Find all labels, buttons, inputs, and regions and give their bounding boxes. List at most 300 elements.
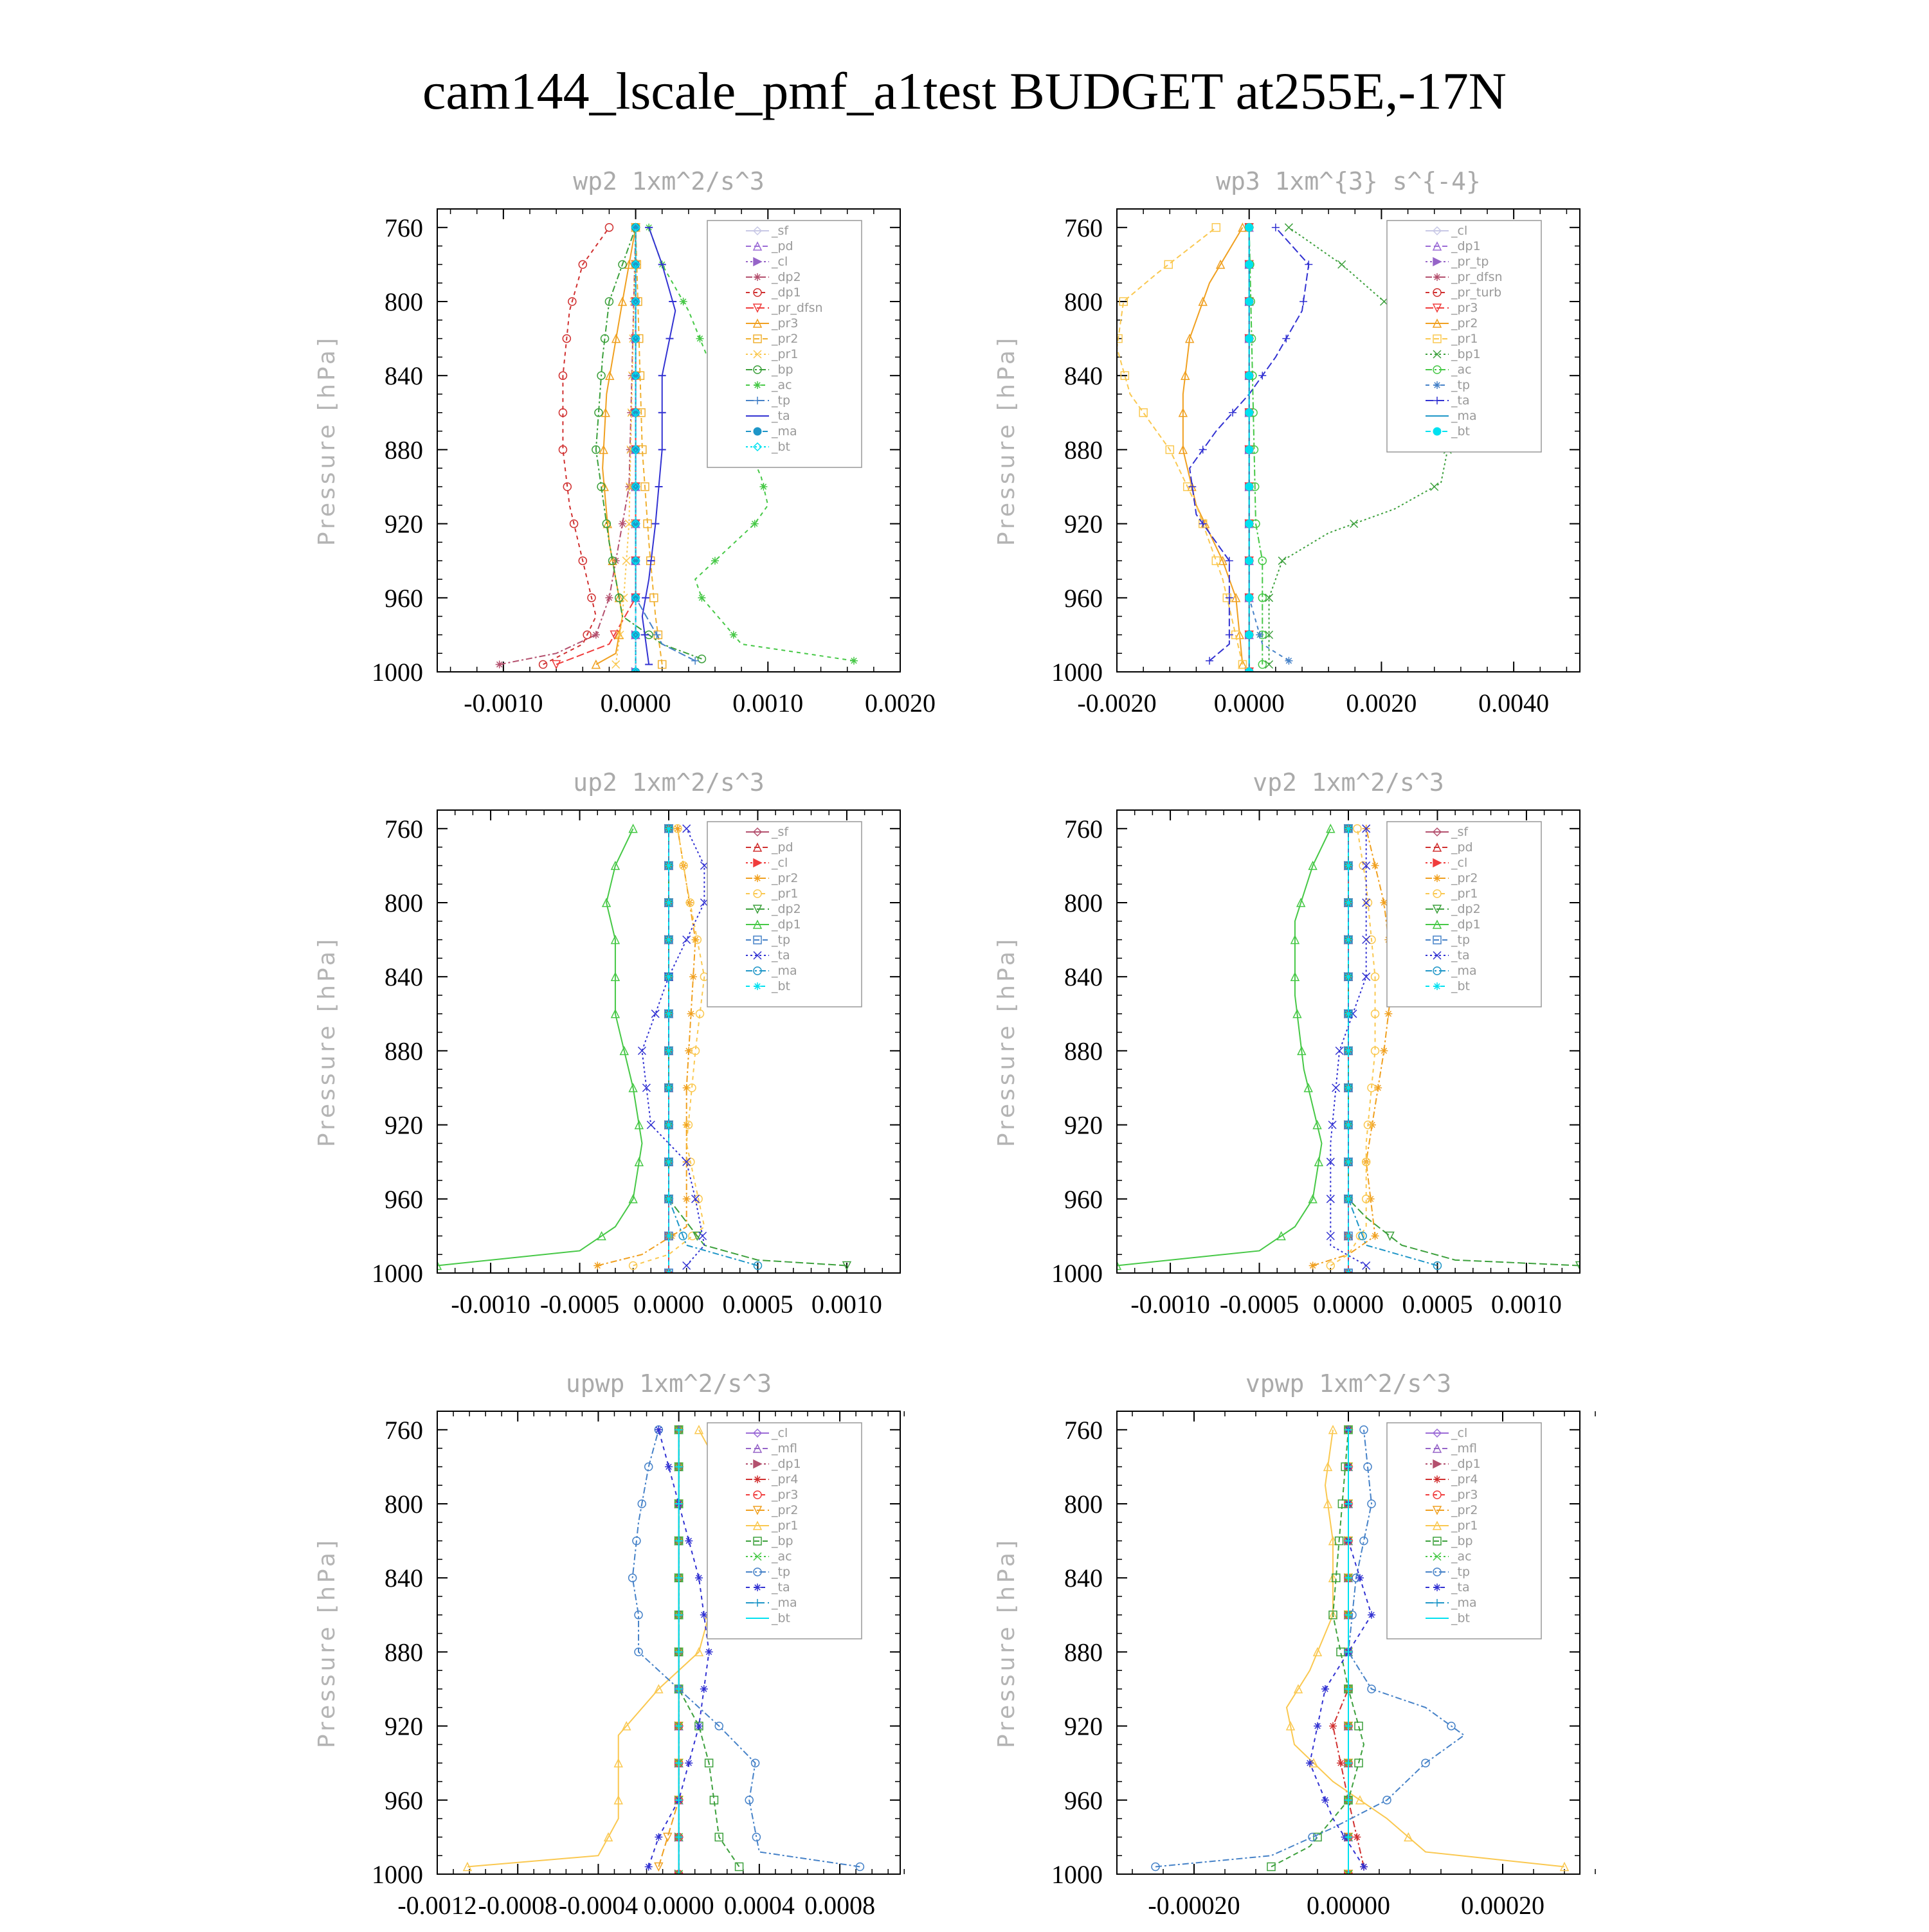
legend-entry: _mfl — [772, 1441, 797, 1456]
data-point-10-5 — [1368, 1611, 1375, 1619]
data-point-8-3 — [1363, 936, 1370, 944]
y-tick-label: 920 — [385, 1711, 423, 1741]
data-point-10-4 — [695, 1574, 703, 1582]
series-line-ta — [642, 228, 675, 665]
data-point-7-8 — [1355, 1722, 1363, 1730]
data-point-legend-3 — [754, 1476, 761, 1483]
legend-entry: _cl — [1451, 856, 1468, 870]
legend-entry: _dp1 — [772, 917, 801, 932]
y-tick-label: 880 — [385, 1036, 423, 1066]
data-point-3-8 — [1329, 1722, 1337, 1730]
x-tick-label: -0.0004 — [558, 1891, 638, 1920]
x-tick-label: -0.00020 — [1148, 1891, 1240, 1920]
legend-entry: _pr2 — [1451, 871, 1478, 885]
y-tick-label: 840 — [1064, 962, 1103, 992]
data-point-13-10 — [1245, 594, 1253, 602]
y-tick-label: 880 — [1064, 435, 1103, 465]
legend-entry: _pr3 — [1451, 1488, 1478, 1502]
data-point-13-2 — [1245, 298, 1253, 305]
legend-entry: _cl — [1451, 224, 1468, 238]
data-point-8-12 — [612, 660, 620, 668]
legend-entry: _pd — [1451, 840, 1473, 854]
legend-entry: _pr1 — [772, 347, 799, 361]
y-tick-label: 960 — [385, 583, 423, 613]
x-tick-label: -0.0010 — [1130, 1290, 1210, 1319]
data-point-8-6 — [1336, 1047, 1343, 1054]
plot-panel-2 — [993, 167, 1580, 718]
data-point-legend-13 — [754, 428, 761, 435]
legend-entry: _pr3 — [772, 316, 799, 330]
data-point-10-5 — [665, 1010, 673, 1018]
data-point-10-3 — [696, 335, 703, 343]
legend-entry: _ma — [1451, 964, 1477, 978]
data-point-10-5 — [700, 1611, 708, 1619]
data-point-5-11 — [664, 1833, 671, 1841]
x-tick-label: 0.0020 — [1346, 689, 1417, 718]
legend-entry: _dp2 — [772, 902, 801, 916]
data-point-legend-3 — [754, 273, 761, 281]
legend-entry: _ac — [1451, 1549, 1472, 1564]
data-point-legend-10 — [754, 1584, 761, 1591]
data-point-10-8 — [1345, 1121, 1352, 1129]
y-tick-label: 920 — [1064, 509, 1103, 539]
data-point-10-12 — [1285, 657, 1292, 665]
legend-entry: _ma — [1451, 1596, 1477, 1610]
x-tick-label: -0.0008 — [478, 1891, 557, 1920]
y-tick-label: 840 — [1064, 1564, 1103, 1593]
data-point-10-8 — [751, 520, 759, 528]
x-tick-label: 0.0008 — [804, 1891, 876, 1920]
data-point-legend-3 — [1433, 1476, 1441, 1483]
legend-entry: _bt — [1451, 1611, 1471, 1625]
data-point-8-2 — [1363, 899, 1370, 907]
data-point-13-0 — [1245, 224, 1253, 231]
legend-entry: _pr3 — [1451, 301, 1478, 315]
y-tick-label: 880 — [385, 1638, 423, 1667]
x-tick-label: -0.0010 — [451, 1290, 530, 1319]
plot-panel-5 — [314, 1369, 904, 1920]
legend-entry: _pr4 — [1451, 1472, 1478, 1486]
y-tick-label: 840 — [385, 1564, 423, 1593]
data-point-8-0 — [1285, 224, 1292, 231]
legend-entry: _cl — [1451, 1426, 1468, 1440]
legend-entry: _bp — [772, 363, 793, 377]
legend-entry: _sf — [772, 825, 789, 839]
data-point-13-9 — [1245, 557, 1253, 564]
legend-entry: _bt — [1451, 979, 1471, 993]
data-point-10-3 — [685, 1537, 693, 1545]
data-point-10-3 — [665, 936, 673, 944]
data-point-8-8 — [647, 1121, 655, 1129]
data-point-10-6 — [665, 1047, 673, 1054]
data-point-10-3 — [1345, 936, 1352, 944]
legend — [1387, 1423, 1541, 1639]
data-point-13-1 — [1245, 260, 1253, 268]
data-point-10-11 — [665, 1232, 673, 1240]
y-axis-label: Pressure [hPa] — [993, 1537, 1020, 1749]
plot-title: vpwp 1xm^2/s^3 — [1245, 1369, 1452, 1398]
y-tick-label: 760 — [385, 814, 423, 844]
data-point-3-4 — [689, 973, 697, 980]
data-point-11-3 — [1282, 335, 1290, 343]
y-tick-label: 920 — [385, 509, 423, 539]
data-point-3-8 — [619, 520, 626, 528]
data-point-10-4 — [1356, 1574, 1364, 1582]
legend-entry: _pr_tp — [1451, 255, 1489, 269]
x-tick-label: -0.0005 — [1219, 1290, 1300, 1319]
data-point-3-10 — [605, 594, 613, 602]
legend-entry: _pd — [772, 840, 793, 854]
data-point-8-11 — [699, 1232, 707, 1240]
legend-entry: _ta — [772, 409, 790, 423]
data-point-10-2 — [1345, 899, 1352, 907]
data-point-10-7 — [1345, 1084, 1352, 1092]
series-line-pr2 — [1313, 829, 1393, 1266]
legend-entry: _ma — [772, 964, 797, 978]
x-tick-label: 0.0000 — [633, 1290, 704, 1319]
data-point-3-11 — [1353, 1833, 1361, 1841]
legend-entry: _tp — [1451, 1565, 1471, 1579]
y-tick-label: 800 — [1064, 1490, 1103, 1519]
series-line-dp1 — [543, 228, 610, 665]
legend-entry: _dp1 — [1451, 239, 1481, 253]
y-tick-label: 760 — [385, 213, 423, 242]
data-point-10-0 — [665, 825, 673, 833]
data-point-3-1 — [1372, 862, 1379, 869]
legend-entry: _cl — [772, 255, 788, 269]
data-point-10-12 — [1360, 1863, 1368, 1870]
data-point-8-4 — [1363, 973, 1370, 980]
series-line-dp1 — [437, 829, 642, 1266]
y-tick-label: 1000 — [372, 658, 423, 687]
data-point-legend-3 — [1433, 874, 1441, 882]
data-point-3-10 — [1367, 1195, 1375, 1203]
legend-entry: _ta — [1451, 1580, 1470, 1594]
data-point-10-11 — [1256, 631, 1263, 638]
data-point-10-12 — [850, 657, 858, 665]
y-tick-label: 1000 — [1051, 658, 1103, 687]
y-tick-label: 840 — [385, 962, 423, 992]
legend-entry: _pr1 — [772, 887, 799, 901]
data-point-10-6 — [705, 1648, 713, 1656]
data-point-3-11 — [592, 631, 600, 638]
series-line-tp — [636, 228, 696, 661]
legend-entry: _ta — [1451, 948, 1470, 962]
legend-entry: _pr1 — [1451, 887, 1478, 901]
y-tick-label: 800 — [385, 889, 423, 917]
data-point-7-9 — [1212, 557, 1220, 564]
data-point-3-12 — [1309, 1261, 1317, 1269]
data-point-10-8 — [695, 1722, 703, 1730]
legend-entry: _bp — [772, 1534, 793, 1548]
legend-entry: _dp2 — [1451, 902, 1481, 916]
y-tick-label: 920 — [1064, 1110, 1103, 1140]
data-point-13-3 — [1245, 335, 1253, 343]
data-point-legend-10 — [754, 982, 761, 990]
legend-entry: _pr_dfsn — [1451, 270, 1503, 284]
plot-title: wp2 1xm^2/s^3 — [573, 167, 765, 195]
data-point-10-12 — [645, 1863, 653, 1870]
legend-entry: _pr1 — [1451, 332, 1478, 346]
data-point-10-11 — [1345, 1232, 1352, 1240]
data-point-10-7 — [1321, 1685, 1329, 1693]
series-line-pr1 — [1330, 829, 1375, 1266]
data-point-8-1 — [1338, 260, 1346, 268]
data-point-8-9 — [622, 557, 630, 564]
legend-entry: _ma — [772, 424, 797, 438]
data-point-13-8 — [1245, 520, 1253, 528]
data-point-10-6 — [1345, 1047, 1352, 1054]
y-tick-label: 920 — [1064, 1711, 1103, 1741]
legend-entry: _pr1 — [1451, 1519, 1478, 1533]
data-point-10-7 — [665, 1084, 673, 1092]
data-point-10-2 — [680, 298, 687, 305]
data-point-3-8 — [683, 1121, 691, 1129]
legend-entry: _tp — [772, 393, 791, 408]
legend-entry: _dp1 — [1451, 1457, 1481, 1471]
data-point-legend-10 — [1433, 1584, 1441, 1591]
data-point-legend-13 — [1433, 428, 1441, 435]
x-tick-label: 0.0020 — [865, 689, 936, 718]
x-tick-label: 0.0004 — [723, 1891, 795, 1920]
data-point-8-11 — [1327, 1232, 1334, 1240]
data-point-11-2 — [1300, 298, 1307, 305]
y-tick-label: 760 — [385, 1415, 423, 1445]
legend-entry: _ac — [772, 378, 792, 392]
x-tick-label: 0.0040 — [1478, 689, 1550, 718]
data-point-8-0 — [683, 825, 691, 833]
legend-entry: _cl — [772, 1426, 788, 1440]
data-point-8-3 — [683, 936, 691, 944]
y-tick-label: 880 — [1064, 1638, 1103, 1667]
data-point-10-10 — [698, 594, 705, 602]
x-tick-label: 0.0000 — [643, 1891, 714, 1920]
data-point-10-4 — [665, 973, 673, 980]
data-point-8-5 — [651, 1010, 659, 1018]
data-point-10-9 — [1345, 1158, 1352, 1166]
legend-entry: _ac — [772, 1549, 792, 1564]
data-point-13-5 — [1245, 409, 1253, 417]
legend-entry: _tp — [1451, 933, 1471, 947]
legend-entry: _ma — [772, 1596, 797, 1610]
legend-entry: _bp — [1451, 1534, 1473, 1548]
data-point-8-9 — [1278, 557, 1286, 564]
legend-entry: _sf — [1451, 825, 1469, 839]
y-tick-label: 880 — [1064, 1036, 1103, 1066]
plot-title: upwp 1xm^2/s^3 — [565, 1369, 772, 1398]
data-point-10-2 — [665, 899, 673, 907]
y-tick-label: 1000 — [372, 1860, 423, 1889]
data-point-3-10 — [683, 1195, 691, 1203]
data-point-10-0 — [655, 1426, 662, 1434]
data-point-legend-3 — [1433, 273, 1441, 281]
data-point-legend-10 — [1433, 982, 1441, 990]
legend-entry: _pr2 — [1451, 316, 1478, 330]
data-point-10-7 — [700, 1685, 708, 1693]
data-point-3-5 — [687, 1010, 695, 1018]
data-point-10-10 — [1345, 1195, 1352, 1203]
plot-panel-3 — [314, 768, 900, 1319]
y-tick-label: 800 — [385, 1490, 423, 1519]
legend-entry: _tp — [772, 1565, 791, 1579]
x-tick-label: 0.0000 — [1313, 1290, 1384, 1319]
data-point-3-3 — [692, 936, 700, 944]
legend-entry: _pr_dfsn — [772, 301, 823, 315]
legend-entry: _ma — [1451, 409, 1477, 423]
y-tick-label: 1000 — [1051, 1860, 1103, 1889]
y-tick-label: 960 — [385, 1785, 423, 1815]
x-tick-label: 0.0010 — [732, 689, 804, 718]
plot-panel-4 — [993, 768, 1584, 1319]
data-point-10-9 — [711, 557, 719, 564]
legend-entry: _ta — [772, 948, 790, 962]
y-axis-label: Pressure [hPa] — [314, 334, 340, 546]
y-tick-label: 960 — [1064, 583, 1103, 613]
legend-entry: _pr3 — [772, 1488, 799, 1502]
data-point-10-8 — [1314, 1722, 1321, 1730]
series-line-pr2 — [597, 829, 695, 1266]
y-tick-label: 840 — [1064, 361, 1103, 391]
legend-entry: _ta — [772, 1580, 790, 1594]
legend-entry: _pr2 — [772, 1503, 799, 1517]
legend — [1387, 822, 1541, 1007]
y-axis-label: Pressure [hPa] — [993, 935, 1020, 1148]
legend-entry: _pd — [772, 239, 793, 253]
data-point-8-8 — [1350, 520, 1358, 528]
legend-entry: _ac — [1451, 363, 1472, 377]
y-tick-label: 760 — [1064, 814, 1103, 844]
y-tick-label: 1000 — [372, 1259, 423, 1288]
legend-entry: _bt — [1451, 424, 1471, 438]
series-line-bp — [596, 228, 702, 659]
data-point-10-1 — [665, 1463, 673, 1470]
data-point-legend-3 — [754, 874, 761, 882]
legend-entry: _bp1 — [1451, 347, 1481, 361]
x-tick-label: 0.0005 — [722, 1290, 793, 1319]
y-tick-label: 960 — [1064, 1785, 1103, 1815]
legend-entry: _bt — [772, 979, 791, 993]
x-tick-label: -0.0012 — [397, 1891, 477, 1920]
data-point-13-7 — [1245, 483, 1253, 491]
plot-panel-1 — [314, 167, 936, 718]
data-point-10-9 — [665, 1158, 673, 1166]
y-tick-label: 800 — [1064, 287, 1103, 316]
data-point-8-7 — [1431, 483, 1438, 491]
x-tick-label: 0.00020 — [1461, 1891, 1544, 1920]
series-line-tp — [1249, 228, 1289, 661]
y-tick-label: 800 — [1064, 889, 1103, 917]
y-tick-label: 840 — [385, 361, 423, 391]
legend-entry: _pr2 — [772, 871, 799, 885]
data-point-3-5 — [1384, 1010, 1392, 1018]
legend-entry: _mfl — [1451, 1441, 1477, 1456]
data-point-9-11 — [1309, 1833, 1316, 1841]
y-tick-label: 880 — [385, 435, 423, 465]
data-point-13-6 — [1245, 446, 1253, 453]
plot-title: vp2 1xm^2/s^3 — [1253, 768, 1444, 797]
legend — [707, 1423, 862, 1639]
legend — [707, 822, 862, 1007]
legend-entry: _dp1 — [772, 1457, 801, 1471]
legend-entry: _bt — [772, 1611, 791, 1625]
x-tick-label: -0.0020 — [1077, 689, 1157, 718]
series-line-dp1 — [1117, 829, 1330, 1266]
plot-panel-6 — [993, 1369, 1595, 1920]
y-tick-label: 1000 — [1051, 1259, 1103, 1288]
y-axis-label: Pressure [hPa] — [993, 334, 1020, 546]
legend-entry: _dp1 — [1451, 917, 1481, 932]
series-line-pr1 — [1117, 228, 1242, 665]
data-point-8-7 — [1332, 1084, 1340, 1092]
y-tick-label: 960 — [385, 1184, 423, 1214]
y-tick-label: 960 — [1064, 1184, 1103, 1214]
legend-entry: _tp — [1451, 378, 1471, 392]
data-point-10-10 — [665, 1195, 673, 1203]
x-tick-label: 0.0005 — [1402, 1290, 1473, 1319]
data-point-10-9 — [1306, 1759, 1314, 1767]
data-point-3-6 — [1380, 1047, 1388, 1054]
legend — [1387, 221, 1541, 452]
data-point-10-11 — [655, 1833, 662, 1841]
x-tick-label: 0.0000 — [1213, 689, 1285, 718]
data-point-10-11 — [730, 631, 738, 638]
x-tick-label: -0.0010 — [464, 689, 543, 718]
y-tick-label: 800 — [385, 287, 423, 316]
data-point-legend-10 — [754, 381, 761, 389]
main-title: cam144_lscale_pmf_a1test BUDGET at255E,-17N — [422, 62, 1507, 120]
data-point-3-11 — [1372, 1232, 1379, 1240]
data-point-13-11 — [1245, 631, 1253, 638]
legend-entry: _dp2 — [772, 270, 801, 284]
legend-entry: _cl — [772, 856, 788, 870]
x-tick-label: -0.0005 — [539, 1290, 620, 1319]
legend-entry: _pr2 — [772, 332, 799, 346]
data-point-3-9 — [1337, 1759, 1345, 1767]
x-tick-label: 0.0000 — [600, 689, 671, 718]
data-point-3-12 — [593, 1261, 601, 1269]
data-point-13-4 — [1245, 372, 1253, 379]
plot-title: wp3 1xm^{3} s^{-4} — [1216, 167, 1481, 195]
data-point-legend-10 — [1433, 381, 1441, 389]
legend-entry: _dp1 — [772, 285, 801, 300]
plot-title: up2 1xm^2/s^3 — [573, 768, 765, 797]
data-point-10-0 — [1345, 825, 1352, 833]
y-tick-label: 760 — [1064, 213, 1103, 242]
data-point-10-5 — [1345, 1010, 1352, 1018]
x-tick-label: 0.00000 — [1307, 1891, 1390, 1920]
data-point-10-4 — [1345, 973, 1352, 980]
data-point-10-9 — [685, 1759, 693, 1767]
data-point-10-7 — [759, 483, 767, 491]
legend-entry: _pr2 — [1451, 1503, 1478, 1517]
data-point-10-10 — [1321, 1796, 1329, 1804]
y-tick-label: 920 — [385, 1110, 423, 1140]
legend-entry: _pr_turb — [1451, 285, 1502, 300]
legend-entry: _ta — [1451, 393, 1470, 408]
y-axis-label: Pressure [hPa] — [314, 935, 340, 1148]
data-point-3-12 — [496, 660, 503, 668]
data-point-10-1 — [1345, 862, 1352, 869]
legend-entry: _pr1 — [772, 1519, 799, 1533]
legend-entry: _sf — [772, 224, 789, 238]
y-tick-label: 760 — [1064, 1415, 1103, 1445]
legend — [707, 221, 862, 467]
legend-entry: _tp — [772, 933, 791, 947]
y-axis-label: Pressure [hPa] — [314, 1537, 340, 1749]
legend-entry: _pr4 — [772, 1472, 799, 1486]
x-tick-label: 0.0010 — [1490, 1290, 1562, 1319]
data-point-11-1 — [1305, 260, 1312, 268]
